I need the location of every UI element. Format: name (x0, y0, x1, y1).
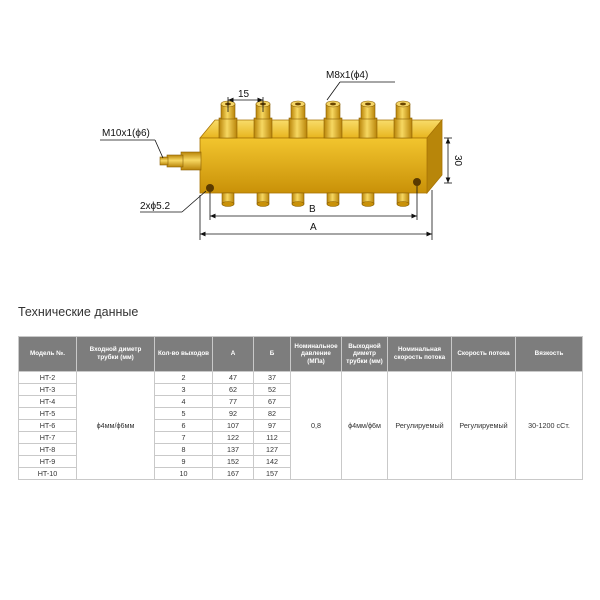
cell-b: 52 (254, 384, 291, 396)
table-body (19, 372, 583, 480)
dim-b-label: B (309, 204, 316, 215)
inlet-fitting (160, 152, 201, 170)
cell-outlets: 9 (155, 456, 213, 468)
header-inlet-diameter: Входной диметр трубки (мм) (77, 337, 155, 372)
cell-a: 62 (213, 384, 254, 396)
mount-hole-left (206, 184, 214, 192)
mount-hole-right (413, 178, 421, 186)
adjust-screw (397, 193, 409, 207)
header-model: Модель №. (19, 337, 77, 372)
adjust-screw (292, 193, 304, 207)
cell-pressure: 0,8 (291, 372, 342, 480)
cell-model: HT-10 (19, 468, 77, 480)
cell-outlet-diameter: ϕ4мм/ϕ6м (342, 372, 388, 480)
header-pressure: Номинальное давление (МПа) (291, 337, 342, 372)
cell-b: 97 (254, 420, 291, 432)
height-label: 30 (452, 155, 463, 167)
cell-outlets: 2 (155, 372, 213, 384)
dimension-height (444, 138, 452, 183)
adjust-screw (327, 193, 339, 207)
cell-model: HT-3 (19, 384, 77, 396)
cell-a: 92 (213, 408, 254, 420)
outlet-fitting (324, 101, 342, 138)
inlet-thread-label: M10x1(ϕ6) (102, 128, 150, 139)
header-nominal-flow: Номинальная скорость потока (388, 337, 452, 372)
header-b: Б (254, 337, 291, 372)
header-viscosity: Вязкость (516, 337, 583, 372)
cell-b: 112 (254, 432, 291, 444)
mount-holes-label: 2xϕ5.2 (140, 201, 171, 212)
cell-b: 127 (254, 444, 291, 456)
cell-inlet-diameter: ϕ4мм/ϕ6мм (77, 372, 155, 480)
cell-b: 67 (254, 396, 291, 408)
cell-outlets: 7 (155, 432, 213, 444)
cell-a: 167 (213, 468, 254, 480)
cell-model: HT-7 (19, 432, 77, 444)
cell-a: 47 (213, 372, 254, 384)
inlet-thread-leader (100, 140, 163, 158)
cell-b: 82 (254, 408, 291, 420)
dim-a-label: A (310, 222, 317, 233)
cell-model: HT-9 (19, 456, 77, 468)
cell-a: 122 (213, 432, 254, 444)
table-header-row (19, 337, 583, 372)
adjust-screw (222, 193, 234, 207)
pitch-label: 15 (238, 89, 250, 100)
cell-b: 37 (254, 372, 291, 384)
cell-a: 77 (213, 396, 254, 408)
distributor-drawing (0, 0, 600, 290)
header-outlet-diameter: Выходной диметр трубки (мм) (342, 337, 388, 372)
table-row (19, 372, 583, 384)
cell-nominal-flow: Регулируемый (388, 372, 452, 480)
cell-model: HT-6 (19, 420, 77, 432)
header-outlets: Кол-во выходов (155, 337, 213, 372)
outlet-thread-leader (327, 82, 395, 100)
outlet-thread-label: M8x1(ϕ4) (326, 70, 369, 81)
outlet-fitting (289, 101, 307, 138)
cell-outlets: 4 (155, 396, 213, 408)
adjust-screw (362, 193, 374, 207)
cell-viscosity: 30-1200 сСт. (516, 372, 583, 480)
cell-a: 107 (213, 420, 254, 432)
cell-model: HT-4 (19, 396, 77, 408)
header-flow: Скорость потока (452, 337, 516, 372)
cell-a: 137 (213, 444, 254, 456)
cell-model: HT-2 (19, 372, 77, 384)
section-title: Технические данные (18, 305, 139, 319)
cell-model: HT-5 (19, 408, 77, 420)
cell-a: 152 (213, 456, 254, 468)
cell-outlets: 10 (155, 468, 213, 480)
cell-outlets: 8 (155, 444, 213, 456)
cell-outlets: 6 (155, 420, 213, 432)
cell-b: 142 (254, 456, 291, 468)
cell-outlets: 3 (155, 384, 213, 396)
cell-b: 157 (254, 468, 291, 480)
spec-table (18, 336, 583, 480)
adjust-screw (257, 193, 269, 207)
outlet-fitting (359, 101, 377, 138)
outlet-fitting (394, 101, 412, 138)
cell-model: HT-8 (19, 444, 77, 456)
cell-outlets: 5 (155, 408, 213, 420)
header-a: А (213, 337, 254, 372)
cell-flow: Регулируемый (452, 372, 516, 480)
